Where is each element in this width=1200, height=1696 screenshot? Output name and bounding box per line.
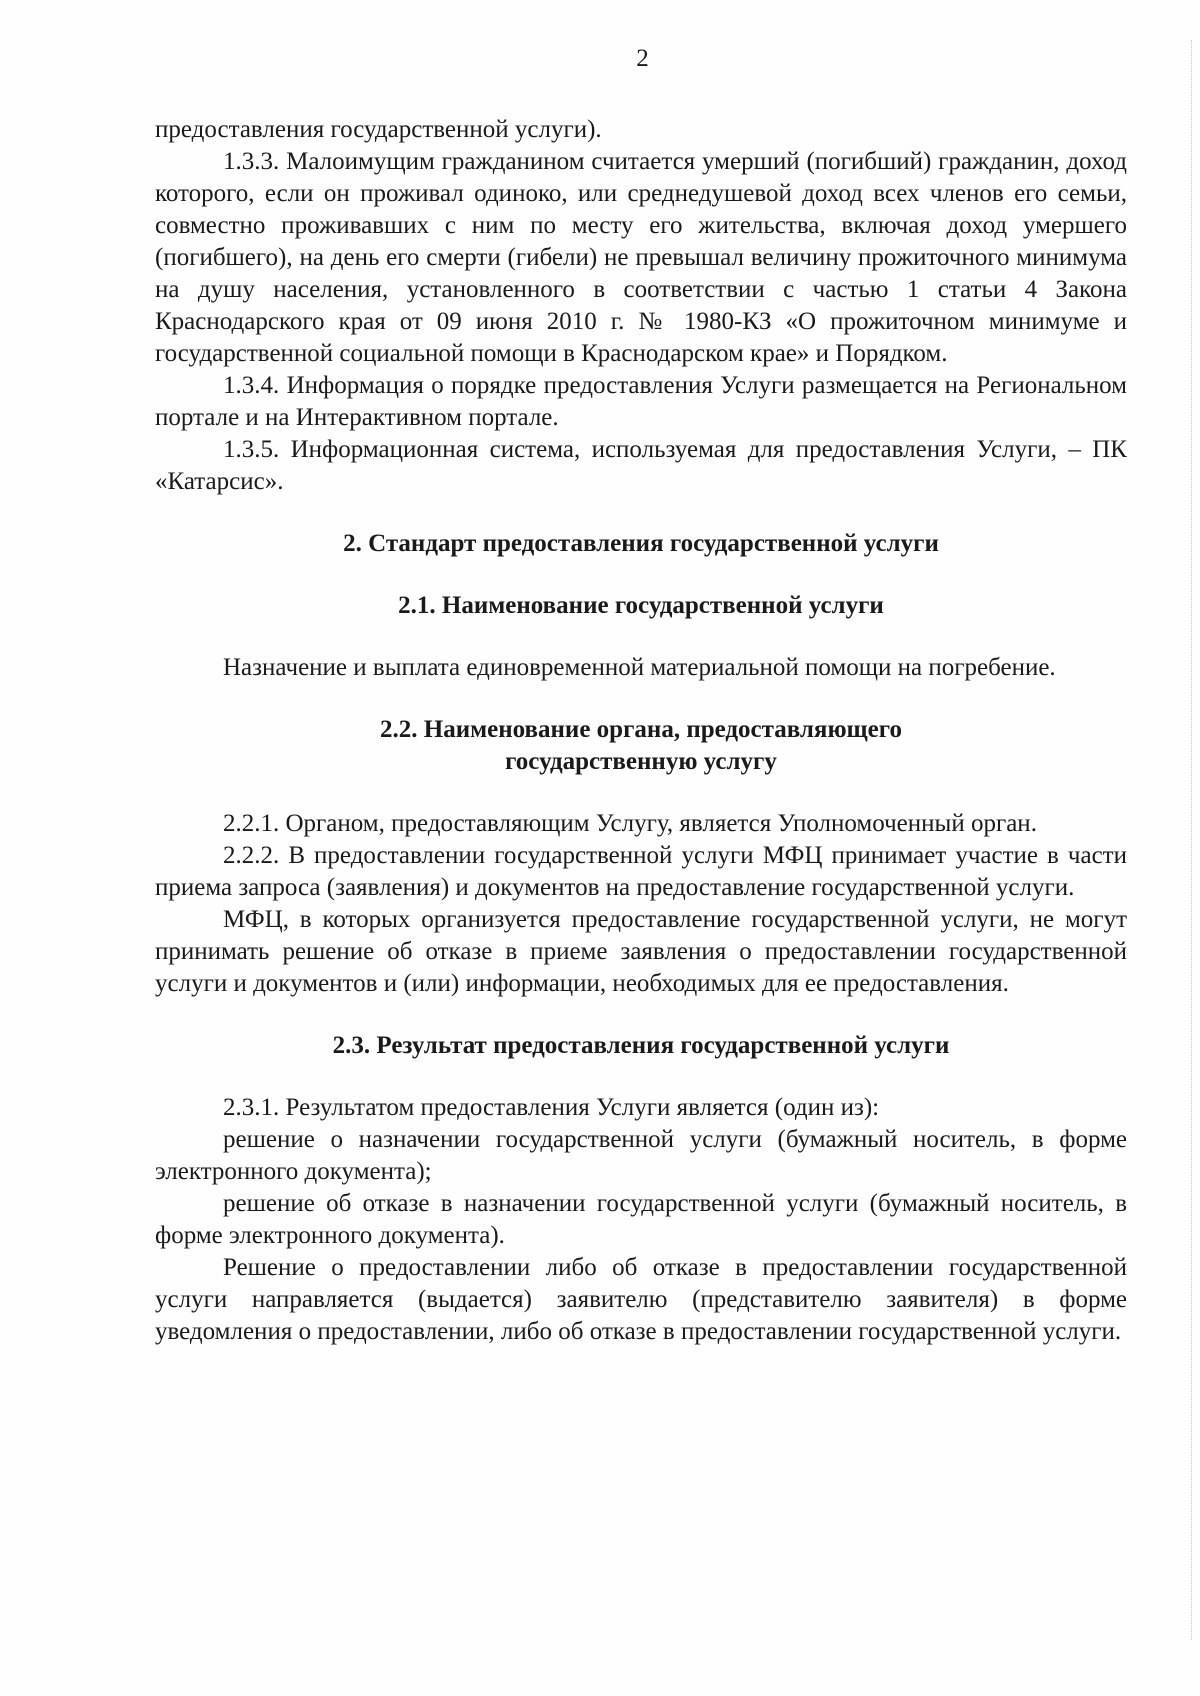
paragraph-2-1: Назначение и выплата единовременной материальной помощи на погребение.	[223, 654, 1056, 681]
paragraph-2-3-1: 2.3.1. Результатом предоставления Услуги является (один из):	[223, 1094, 880, 1121]
section-heading-2: 2. Стандарт предоставления государственной услуги	[343, 530, 939, 557]
section-heading-2-3: 2.3. Результат предоставления государственной услуги	[332, 1032, 950, 1059]
paragraph-2-3-1-item-a: решение о назначении государственной услуги (бумажный носитель, в форме электронного документа);	[155, 1126, 1127, 1185]
paragraph-1-3-3: 1.3.3. Малоимущим гражданином считается умерший (погибший) гражданин, доход которого, если он проживал одиноко, или среднедушевой доход всех членов его семьи, совместно проживавших с ним по месту его жительства, включая доход умершего (погибшего), на день его смерти (гибели) не превышал величину прожиточного минимума на душу населения, установленного в соответствии с частью 1 статьи 4 Закона Краснодарского края от 09 июня 2010 г. № 1980-КЗ «О прожиточном минимуме и государственной социальной помощи в Краснодарском крае» и Порядком.	[155, 148, 1127, 367]
page-number: 2	[636, 45, 649, 72]
section-heading-2-2-line1: 2.2. Наименование органа, предоставляющего	[380, 716, 902, 743]
document-body	[155, 114, 1127, 1348]
paragraph-continuation: предоставления государственной услуги).	[155, 116, 602, 143]
paragraph-2-2-1: 2.2.1. Органом, предоставляющим Услугу, является Уполномоченный орган.	[223, 810, 1037, 837]
section-heading-2-2	[155, 714, 1127, 778]
paragraph-2-2-mfc: МФЦ, в которых организуется предоставление государственной услуги, не могут принимать решение об отказе в приеме заявления о предоставлении государственной услуги и документов и (или) информации, необходимых для ее предоставления.	[155, 906, 1127, 997]
paragraph-2-3-1-decision: Решение о предоставлении либо об отказе в предоставлении государственной услуги направляется (выдается) заявителю (представителю заявителя) в форме уведомления о предоставлении, либо об отказе в предоставлении государственной услуги.	[155, 1254, 1127, 1345]
scan-edge-border	[1188, 40, 1192, 1640]
paragraph-1-3-4: 1.3.4. Информация о порядке предоставления Услуги размещается на Региональном портале и на Интерактивном портале.	[155, 372, 1127, 431]
section-heading-2-2-line2: государственную услугу	[505, 748, 777, 775]
paragraph-1-3-5: 1.3.5. Информационная система, используемая для предоставления Услуги, – ПК «Катарсис».	[155, 436, 1127, 495]
paragraph-2-2-2: 2.2.2. В предоставлении государственной услуги МФЦ принимает участие в части приема запроса (заявления) и документов на предоставление государственной услуги.	[155, 842, 1127, 901]
paragraph-2-3-1-item-b: решение об отказе в назначении государственной услуги (бумажный носитель, в форме электронного документа).	[155, 1190, 1127, 1249]
section-heading-2-1: 2.1. Наименование государственной услуги	[398, 592, 884, 619]
